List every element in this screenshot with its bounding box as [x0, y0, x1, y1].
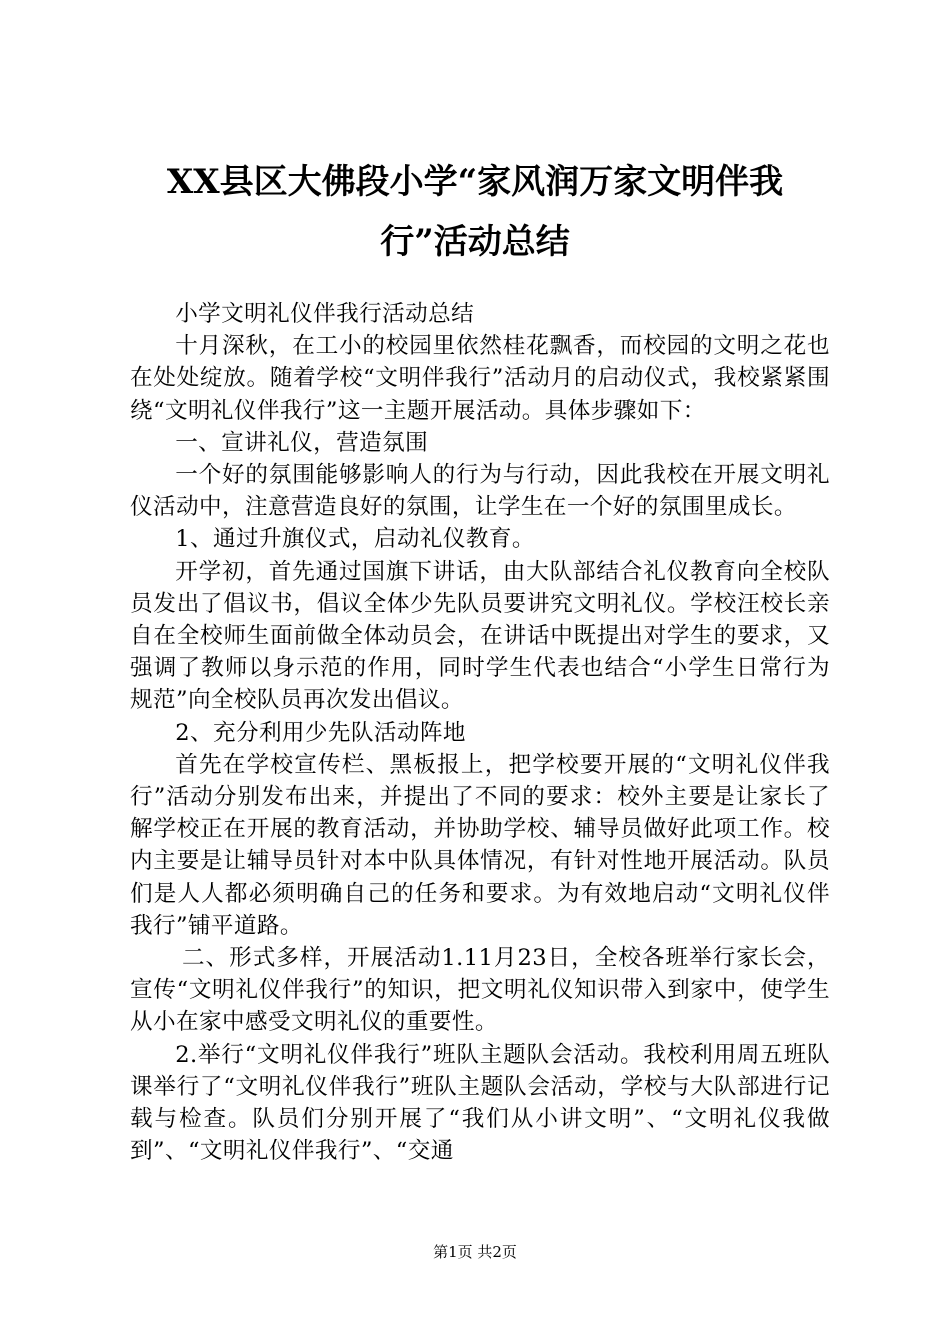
subtitle-paragraph: 小学文明礼仪伴我行活动总结: [175, 301, 475, 327]
body-paragraph: 开学初，首先通过国旗下讲话，由大队部结合礼仪教育向全校队员发出了倡议书，倡议全体少先队员要讲究文明礼仪。学校汪校长亲自在全校师生面前做全体动员会，在讲话中既提出对学生的要求，又强调了教师以身示范的作用，同时学生代表也结合“小学生日常行为规范”向全校队员再次发出倡议。: [130, 558, 830, 714]
subsection-heading: 2、充分利用少先队活动阵地: [175, 719, 466, 746]
section-heading: 一、宣讲礼仪，营造氛围: [175, 429, 429, 456]
body-paragraph: 首先在学校宣传栏、黑板报上，把学校要开展的“文明礼仪伴我行”活动分别发布出来，并提出了不同的要求：校外主要是让家长了解学校正在开展的教育活动，并协助学校、辅导员做好此项工作。校内主要是让辅导员针对本中队具体情况，有针对性地开展活动。队员们是人人都必须明确自己的任务和要求。为有效地启动“文明礼仪伴我行”铺平道路。: [130, 751, 831, 939]
body-paragraph: 十月深秋，在工小的校园里依然桂花飘香，而校园的文明之花也在处处绽放。随着学校“文明伴我行”活动月的启动仪式，我校紧紧围绕“文明礼仪伴我行”这一主题开展活动。具体步骤如下：: [130, 333, 830, 424]
document-body: [130, 298, 830, 1167]
body-paragraph: 一个好的氛围能够影响人的行为与行动，因此我校在开展文明礼仪活动中，注意营造良好的氛围，让学生在一个好的氛围里成长。: [130, 462, 830, 521]
document-title-line-2: 行”活动总结: [380, 222, 570, 262]
section-heading-paragraph: 二、形式多样，开展活动1.11月23日，全校各班举行家长会，宣传“文明礼仪伴我行”的知识，把文明礼仪知识带入到家中，使学生从小在家中感受文明礼仪的重要性。: [130, 945, 830, 1036]
page-footer: 第1页 共2页: [433, 1243, 517, 1261]
subsection-heading: 1、通过升旗仪式，启动礼仪教育。: [175, 526, 535, 553]
body-paragraph: 2.举行“文明礼仪伴我行”班队主题队会活动。我校利用周五班队课举行了“文明礼仪伴我行”班队主题队会活动，学校与大队部进行记载与检查。队员们分别开展了“我们从小讲文明”、“文明礼仪我做到”、“文明礼仪伴我行”、“交通: [130, 1041, 830, 1165]
document-title-line-1: XX县区大佛段小学“家风润万家文明伴我: [166, 162, 784, 202]
